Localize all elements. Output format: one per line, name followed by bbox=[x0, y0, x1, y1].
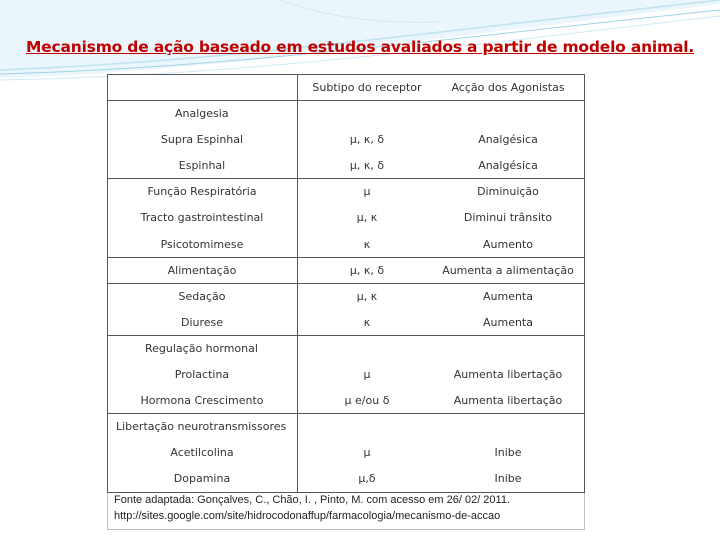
table-row bbox=[107, 178, 585, 204]
cell-receptor: μ, κ, δ bbox=[349, 263, 385, 277]
cell-function: Diurese bbox=[180, 315, 224, 329]
cell-function: Libertação neurotransmissores bbox=[116, 420, 287, 434]
cell-function: Supra Espinhal bbox=[160, 133, 244, 147]
cell-action: Aumenta bbox=[482, 289, 533, 303]
table-row bbox=[107, 100, 585, 126]
table-horizontal-rule bbox=[107, 178, 585, 179]
cell-receptor: μ bbox=[363, 185, 371, 199]
cell-function: Psicotomimese bbox=[160, 237, 244, 251]
table-horizontal-rule bbox=[107, 100, 585, 101]
cell-function: Tracto gastrointestinal bbox=[140, 211, 264, 225]
cell-action: Diminuição bbox=[477, 185, 539, 199]
cell-action: Aumenta libertação bbox=[453, 368, 563, 381]
slide-title: Mecanismo de ação baseado em estudos avaliados a partir de modelo animal. bbox=[25, 38, 695, 56]
table-row bbox=[107, 361, 585, 387]
table-row bbox=[107, 152, 585, 178]
cell-function: Acetilcolina bbox=[170, 446, 234, 460]
cell-function: Hormona Crescimento bbox=[140, 394, 264, 408]
source-line-2: http://sites.google.com/site/hidrocodonaffup/farmacologia/mecanismo-de-accao bbox=[114, 510, 501, 522]
cell-function: Alimentação bbox=[167, 263, 237, 277]
table-row bbox=[107, 309, 585, 335]
table-row bbox=[107, 439, 585, 465]
header-agonist-action: Acção dos Agonistas bbox=[451, 81, 565, 94]
cell-function: Dopamina bbox=[173, 472, 231, 486]
cell-action: Inibe bbox=[494, 472, 522, 486]
table-horizontal-rule bbox=[107, 74, 585, 75]
cell-receptor: κ bbox=[363, 237, 371, 251]
cell-receptor: μ, κ bbox=[356, 289, 378, 303]
cell-action: Analgésica bbox=[478, 133, 538, 147]
cell-function: Analgesia bbox=[175, 107, 229, 120]
cell-receptor: μ, κ, δ bbox=[349, 159, 385, 173]
cell-action: Aumenta a alimentação bbox=[442, 263, 574, 277]
cell-function: Função Respiratória bbox=[147, 185, 257, 199]
table-horizontal-rule bbox=[107, 413, 585, 414]
table-row bbox=[107, 335, 585, 361]
cell-action: Aumento bbox=[483, 237, 533, 251]
cell-receptor: κ bbox=[363, 315, 371, 329]
source-citation bbox=[114, 492, 584, 524]
table-row bbox=[107, 283, 585, 309]
table-row bbox=[107, 465, 585, 491]
table-horizontal-rule bbox=[107, 257, 585, 258]
table-horizontal-rule bbox=[107, 283, 585, 284]
cell-action: Analgésica bbox=[478, 159, 538, 173]
cell-function: Prolactina bbox=[174, 368, 230, 381]
table-row bbox=[107, 231, 585, 257]
cell-function: Espinhal bbox=[178, 159, 226, 173]
cell-function: Sedação bbox=[178, 289, 226, 303]
cell-action: Aumenta bbox=[482, 315, 533, 329]
cell-action: Aumenta libertação bbox=[453, 394, 563, 408]
table-row bbox=[107, 387, 585, 413]
cell-action: Inibe bbox=[494, 446, 522, 460]
table-row bbox=[107, 413, 585, 439]
cell-function: Regulação hormonal bbox=[145, 341, 258, 355]
cell-receptor: μ, κ bbox=[356, 211, 378, 225]
cell-receptor: μ bbox=[363, 368, 371, 381]
cell-action: Diminui trânsito bbox=[463, 211, 553, 225]
table-row bbox=[107, 204, 585, 230]
cell-receptor: μ, κ, δ bbox=[349, 133, 385, 147]
table-header-row bbox=[107, 74, 585, 100]
cell-receptor: μ,δ bbox=[358, 472, 376, 486]
cell-receptor: μ bbox=[363, 446, 371, 460]
source-line-1: Fonte adaptada: Gonçalves, C., Chão, I. , Pinto, M. com acesso em 26/ 02/ 2011. bbox=[114, 494, 511, 506]
header-receptor-subtype: Subtipo do receptor bbox=[312, 81, 422, 94]
cell-receptor: μ e/ou δ bbox=[344, 394, 390, 408]
opioid-receptor-table bbox=[107, 74, 585, 486]
table-horizontal-rule bbox=[107, 335, 585, 336]
table-row bbox=[107, 257, 585, 283]
table-row bbox=[107, 126, 585, 152]
